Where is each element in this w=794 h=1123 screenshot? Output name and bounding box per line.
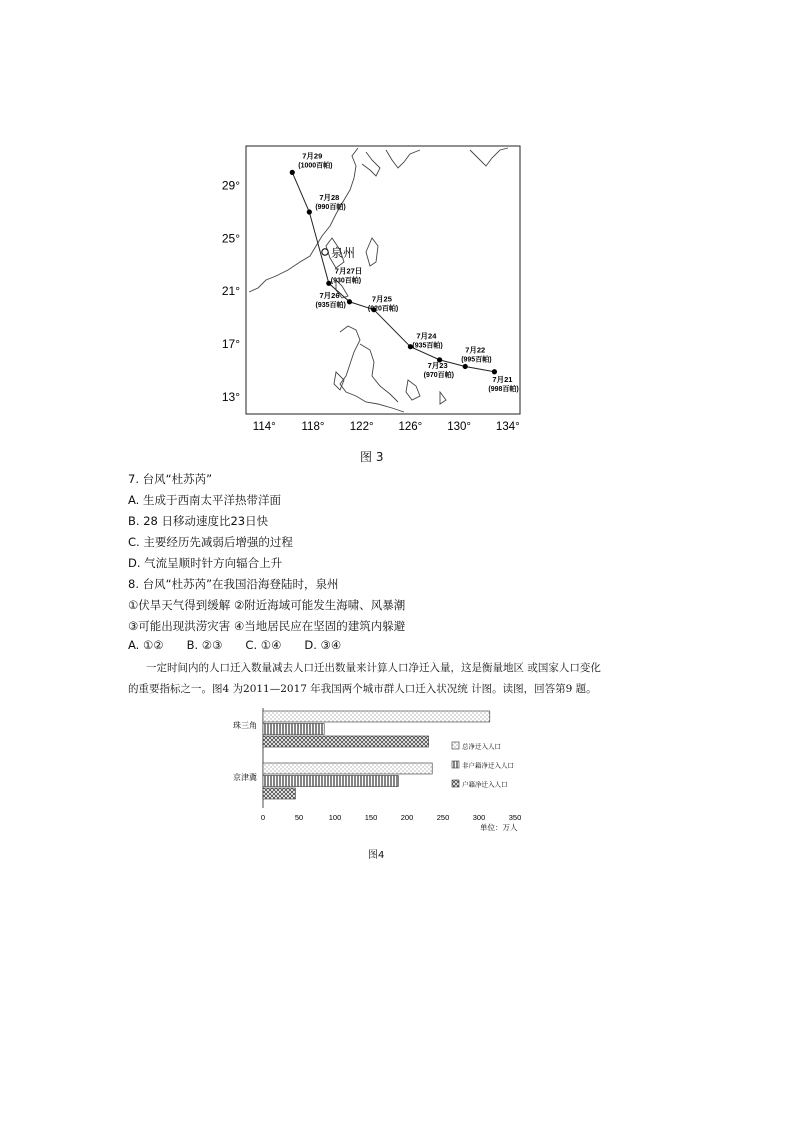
track-point-date: 7月27日 bbox=[334, 266, 363, 276]
legend-label: 总净迁入人口 bbox=[462, 742, 501, 751]
track-point-pressure: (935百帕) bbox=[412, 342, 443, 350]
track-point-date: 7月25 bbox=[371, 294, 392, 304]
track-point-date: 7月28 bbox=[319, 193, 340, 203]
category-label: 珠三角 bbox=[233, 721, 257, 730]
legend-swatch bbox=[452, 742, 459, 749]
bar-0 bbox=[263, 711, 490, 722]
track-point-date: 7月23 bbox=[427, 360, 448, 370]
x-tick-label: 350 bbox=[508, 813, 522, 822]
latitude-label: 21° bbox=[221, 284, 240, 299]
category-label: 京津冀 bbox=[233, 773, 257, 782]
track-point-pressure: (935百帕) bbox=[315, 301, 346, 309]
longitude-label: 122° bbox=[349, 421, 374, 433]
track-point-pressure: (920百帕) bbox=[367, 305, 399, 313]
x-tick-label: 250 bbox=[436, 813, 450, 822]
x-tick-label: 100 bbox=[328, 813, 342, 822]
question-8-statements-1: ①伏旱天气得到缓解 ②附近海域可能发生海啸、风暴潮 bbox=[128, 598, 406, 612]
legend-swatch bbox=[452, 761, 459, 768]
bar-2 bbox=[263, 736, 429, 747]
track-point-date: 7月21 bbox=[492, 374, 513, 384]
unit-label: 单位：万人 bbox=[480, 823, 518, 832]
question-7-option-d: D. 气流呈顺时针方向辐合上升 bbox=[128, 556, 283, 570]
track-point-pressure: (998百帕) bbox=[488, 385, 519, 393]
track-point-date: 7月22 bbox=[465, 345, 486, 355]
latitude-label: 29° bbox=[221, 178, 240, 193]
legend-label: 户籍净迁入人口 bbox=[462, 780, 508, 789]
longitude-label: 134° bbox=[495, 421, 520, 433]
question-8-statements-2: ③可能出现洪涝灾害 ④当地居民应在坚固的建筑内躲避 bbox=[128, 619, 406, 633]
intro-paragraph-line2: 的重要指标之一。图4 为2011—2017 年我国两个城市群人口迁入状况统 计图。读图，回答第9 题。 bbox=[128, 683, 597, 695]
longitude-label: 118° bbox=[301, 421, 325, 433]
track-point-pressure: (995百帕) bbox=[461, 356, 492, 364]
track-point-date: 7月26 bbox=[319, 290, 340, 300]
legend-swatch bbox=[452, 780, 459, 787]
figure-4-caption: 图4 bbox=[368, 850, 385, 861]
latitude-label: 25° bbox=[221, 231, 240, 246]
figure-3-caption: 图 3 bbox=[360, 450, 384, 464]
track-point-pressure: (970百帕) bbox=[423, 371, 454, 379]
question-7-stem: 7. 台风“杜苏芮” bbox=[128, 472, 213, 486]
bar-0 bbox=[263, 763, 432, 774]
track-point-pressure: (930百帕) bbox=[330, 277, 362, 285]
longitude-label: 126° bbox=[398, 421, 423, 433]
x-tick-label: 150 bbox=[364, 813, 378, 822]
x-tick-label: 0 bbox=[260, 813, 266, 822]
track-point-pressure: (990百帕) bbox=[315, 204, 346, 212]
longitude-label: 114° bbox=[252, 421, 276, 433]
bar-2 bbox=[263, 788, 295, 799]
x-tick-label: 200 bbox=[400, 813, 414, 822]
question-8-stem: 8. 台风“杜苏芮”在我国沿海登陆时，泉州 bbox=[128, 577, 339, 591]
question-7-option-a: A. 生成于西南太平洋热带洋面 bbox=[128, 493, 281, 507]
question-8-choices: A. ①② B. ②③ C. ①④ D. ③④ bbox=[128, 638, 342, 652]
intro-paragraph-line1: 一定时间内的人口迁入数量减去人口迁出数量来计算人口净迁入量，这是衡量地区 或国家人口变化 bbox=[146, 662, 601, 674]
question-7-option-b: B. 28 日移动速度比23日快 bbox=[128, 514, 269, 528]
question-7-option-c: C. 主要经历先减弱后增强的过程 bbox=[128, 535, 293, 549]
chart-legend bbox=[452, 742, 514, 789]
track-point-date: 7月24 bbox=[416, 331, 437, 341]
chart-labels bbox=[233, 720, 258, 782]
x-tick-label: 300 bbox=[472, 813, 486, 822]
track-point-date: 7月29 bbox=[302, 151, 323, 161]
latitude-label: 17° bbox=[221, 337, 240, 352]
x-tick-label: 50 bbox=[294, 813, 304, 822]
bar-1 bbox=[263, 724, 324, 735]
track-point-pressure: (1000百帕) bbox=[298, 162, 333, 170]
longitude-label: 130° bbox=[447, 421, 472, 433]
legend-label: 非户籍净迁入人口 bbox=[462, 761, 514, 770]
quanzhou-label: 泉州 bbox=[331, 246, 356, 260]
bar-1 bbox=[263, 776, 398, 787]
latitude-label: 13° bbox=[221, 389, 240, 404]
